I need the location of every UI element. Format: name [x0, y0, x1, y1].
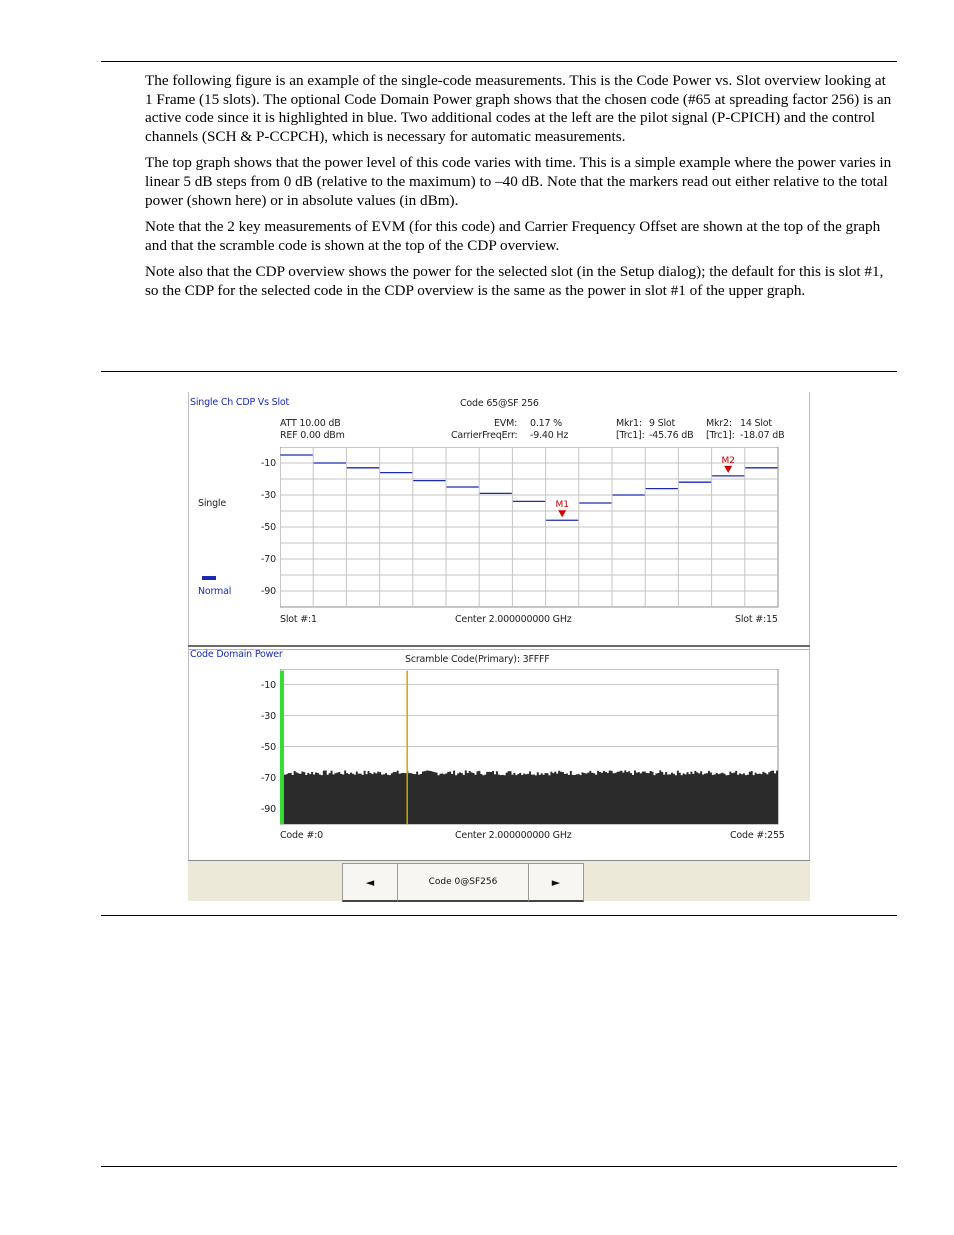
att-readout: ATT 10.00 dB	[280, 418, 341, 429]
code-domain-power-plot	[280, 669, 780, 826]
bottom-ytick-5: -90	[261, 804, 276, 815]
cfe-value: -9.40 Hz	[530, 430, 569, 441]
next-code-button[interactable]: ►	[528, 863, 584, 902]
top-x-right: Slot #:15	[735, 614, 778, 625]
paragraph-3: Note that the 2 key measurements of EVM (for this code) and Carrier Frequency Offset are shown at the top of the graph and that the scramble code is shown at the top of the CDP overview.	[145, 218, 881, 254]
marker-2-label: M2	[721, 455, 735, 466]
top-ytick-1: -10	[261, 458, 276, 469]
code-0-bar	[280, 671, 282, 824]
cfe-label: CarrierFreqErr:	[451, 430, 518, 441]
noise-floor-bars	[280, 770, 778, 824]
paragraph-2: The top graph shows that the power level of this code varies with time. This is a simple example where the power varies in linear 5 dB steps from 0 dB (relative to the maximum) to –40 dB. Note that the markers read out either relative to the total power (shown here) or in absolute values (in dBm).	[145, 154, 892, 209]
bottom-x-center: Center 2.000000000 GHz	[455, 830, 572, 841]
scramble-code: Scramble Code(Primary): 3FFFF	[405, 654, 550, 665]
marker-1-label: M1	[555, 500, 569, 511]
evm-label: EVM:	[494, 418, 518, 429]
top-ytick-4: -70	[261, 554, 276, 565]
code-label: Code 65@SF 256	[460, 398, 539, 409]
body-text	[145, 72, 897, 309]
side-label-single: Single	[198, 498, 227, 509]
mkr2-trc: [Trc1]:	[706, 430, 735, 441]
bottom-ytick-4: -70	[261, 773, 276, 784]
mkr1-value: -45.76 dB	[649, 430, 694, 441]
bottom-ytick-1: -10	[261, 680, 276, 691]
paragraph-4: Note also that the CDP overview shows the power for the selected slot (in the Setup dialog); the default for this is slot #1, so the CDP for the selected code in the CDP overview is the same as the power in slot #1 of the upper graph.	[145, 263, 884, 299]
figure-top-rule	[101, 371, 897, 372]
current-code-button[interactable]: Code 0@SF256	[397, 863, 529, 902]
bottom-ytick-3: -50	[261, 742, 276, 753]
paragraph-1: The following figure is an example of the single-code measurements. This is the Code Power vs. Slot overview looking at 1 Frame (15 slots). The optional Code Domain Power graph shows that the chosen code (#65 at spreading factor 256) is an active code since it is highlighted in blue. Two additional codes at the left are the pilot signal (P-CPICH) and the control channels (SCH & P-CCPCH), which is necessary for automatic measurements.	[145, 72, 892, 145]
legend-swatch	[202, 576, 216, 580]
top-x-center: Center 2.000000000 GHz	[455, 614, 572, 625]
footer-rule	[101, 1166, 897, 1167]
bottom-panel-title: Code Domain Power	[190, 649, 283, 660]
softkey-bar	[188, 860, 810, 901]
bottom-x-right: Code #:255	[730, 830, 785, 841]
evm-value: 0.17 %	[530, 418, 562, 429]
mkr1-slot: 9 Slot	[649, 418, 676, 429]
top-panel-title: Single Ch CDP Vs Slot	[190, 397, 290, 408]
top-ytick-2: -30	[261, 490, 276, 501]
code-65-bar	[406, 671, 408, 824]
bottom-x-left: Code #:0	[280, 830, 323, 841]
mkr1-label: Mkr1:	[616, 418, 642, 429]
top-rule	[101, 61, 897, 62]
analyzer-figure	[188, 392, 810, 900]
code-1-bar	[282, 671, 284, 824]
top-ytick-5: -90	[261, 586, 276, 597]
top-ytick-3: -50	[261, 522, 276, 533]
ref-readout: REF 0.00 dBm	[280, 430, 345, 441]
legend-label-normal: Normal	[198, 586, 232, 597]
mkr2-label: Mkr2:	[706, 418, 732, 429]
slot-power-plot	[280, 447, 780, 610]
top-x-left: Slot #:1	[280, 614, 317, 625]
mkr2-slot: 14 Slot	[740, 418, 772, 429]
bottom-ytick-2: -30	[261, 711, 276, 722]
mkr2-value: -18.07 dB	[740, 430, 785, 441]
figure-bottom-rule	[101, 915, 897, 916]
mkr1-trc: [Trc1]:	[616, 430, 645, 441]
prev-code-button[interactable]: ◄	[342, 863, 398, 902]
